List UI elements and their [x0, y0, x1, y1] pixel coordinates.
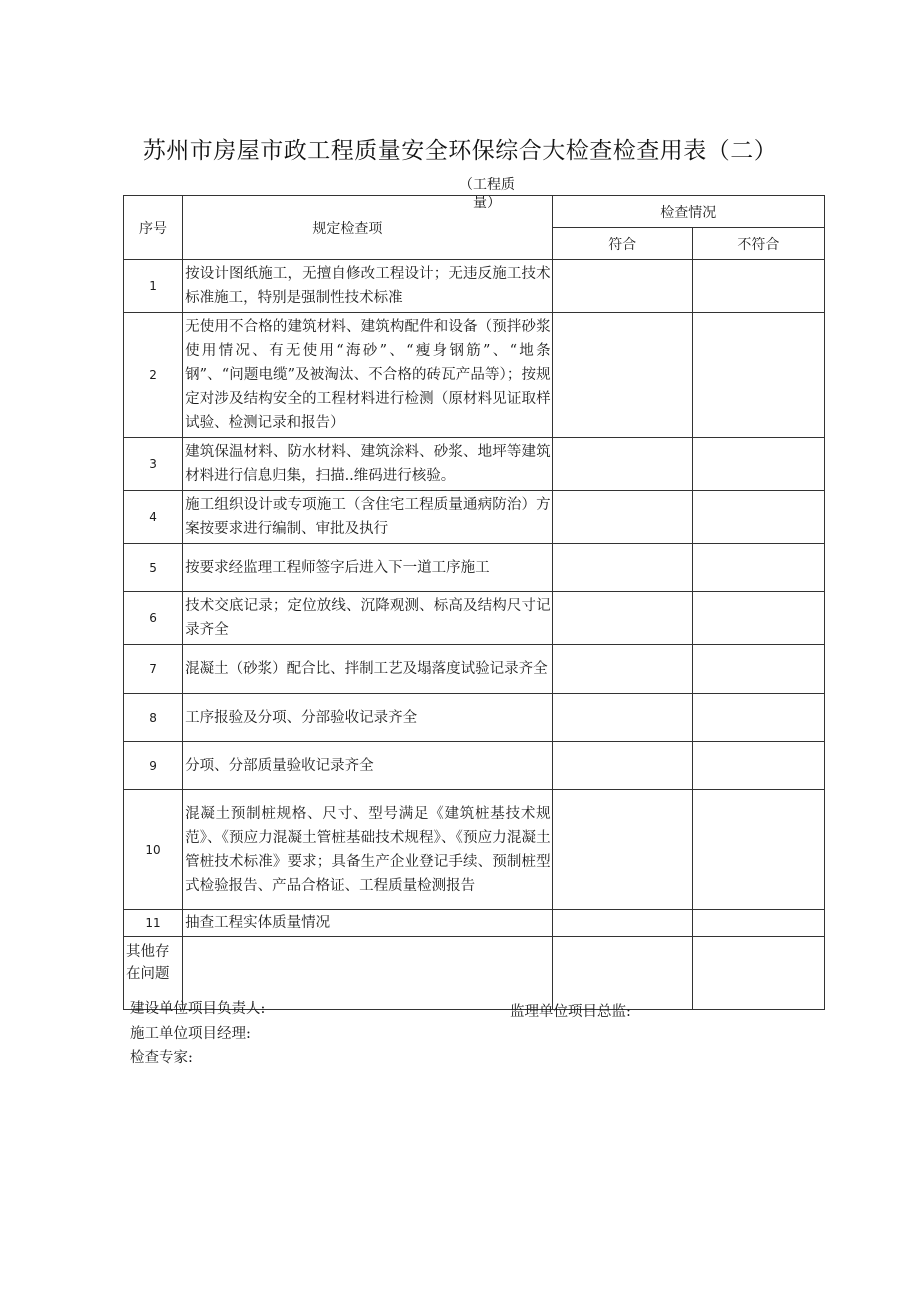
- row-ok-cell[interactable]: [552, 260, 692, 313]
- other-issues-label: 其他存在问题: [124, 937, 183, 1010]
- row-ng-cell[interactable]: [692, 544, 824, 592]
- row-number: 3: [124, 438, 183, 491]
- row-number: 1: [124, 260, 183, 313]
- row-item: 无使用不合格的建筑材料、建筑构配件和设备（预拌砂浆使用情况、有无使用“海砂”、“瘦身钢筋”、“地条钢”、“问题电缆”及被淘汰、不合格的砖瓦产品等）；按规定对涉及结构安全的工程材料进行检测（原材料见证取样试验、检测记录和报告）: [183, 313, 553, 438]
- table-row: [124, 260, 825, 313]
- row-ng-cell[interactable]: [692, 790, 824, 910]
- table-row: [124, 313, 825, 438]
- header-ng: 不符合: [692, 228, 824, 260]
- table-row: [124, 645, 825, 694]
- subtitle-line-2: 量）: [473, 195, 501, 211]
- table-row: [124, 438, 825, 491]
- table-row: [124, 544, 825, 592]
- header-situation: 检查情况: [552, 196, 824, 228]
- table-row: [124, 910, 825, 937]
- row-ok-cell[interactable]: [552, 491, 692, 544]
- row-item: 分项、分部质量验收记录齐全: [183, 742, 553, 790]
- row-ng-cell[interactable]: [692, 645, 824, 694]
- row-number: 9: [124, 742, 183, 790]
- row-ok-cell[interactable]: [552, 910, 692, 937]
- table-row: [124, 694, 825, 742]
- supervisor-signature: 监理单位项目总监:: [510, 1004, 631, 1020]
- table-row: [124, 742, 825, 790]
- row-ok-cell[interactable]: [552, 313, 692, 438]
- page-title: 苏州市房屋市政工程质量安全环保综合大检查检查用表（二）: [142, 138, 778, 164]
- row-number: 5: [124, 544, 183, 592]
- row-number: 11: [124, 910, 183, 937]
- row-ok-cell[interactable]: [552, 790, 692, 910]
- header-item: 规定检查项: [183, 196, 553, 260]
- row-item: 混凝土（砂浆）配合比、拌制工艺及塌落度试验记录齐全: [183, 645, 553, 694]
- contractor-signature: 施工单位项目经理:: [130, 1026, 251, 1042]
- row-item: 按要求经监理工程师签字后进入下一道工序施工: [183, 544, 553, 592]
- row-item: 工序报验及分项、分部验收记录齐全: [183, 694, 553, 742]
- row-item: 技术交底记录；定位放线、沉降观测、标高及结构尺寸记录齐全: [183, 592, 553, 645]
- expert-signature: 检查专家:: [130, 1050, 193, 1066]
- row-item: 按设计图纸施工，无擅自修改工程设计；无违反施工技术标准施工，特别是强制性技术标准: [183, 260, 553, 313]
- table-row: [124, 491, 825, 544]
- other-issues-ok-cell[interactable]: [552, 937, 692, 1010]
- row-item: 抽查工程实体质量情况: [183, 910, 553, 937]
- row-number: 10: [124, 790, 183, 910]
- row-number: 4: [124, 491, 183, 544]
- row-item: 建筑保温材料、防水材料、建筑涂料、砂浆、地坪等建筑材料进行信息归集，扫描..维码进行核验。: [183, 438, 553, 491]
- row-ng-cell[interactable]: [692, 592, 824, 645]
- row-number: 8: [124, 694, 183, 742]
- row-ng-cell[interactable]: [692, 694, 824, 742]
- row-ok-cell[interactable]: [552, 645, 692, 694]
- row-ok-cell[interactable]: [552, 742, 692, 790]
- row-ng-cell[interactable]: [692, 313, 824, 438]
- header-no: 序号: [124, 196, 183, 260]
- inspection-table: [123, 195, 825, 1010]
- other-issues-ng-cell[interactable]: [692, 937, 824, 1010]
- row-ng-cell[interactable]: [692, 491, 824, 544]
- row-ng-cell[interactable]: [692, 438, 824, 491]
- table-row: [124, 592, 825, 645]
- row-number: 2: [124, 313, 183, 438]
- row-ng-cell[interactable]: [692, 910, 824, 937]
- row-ok-cell[interactable]: [552, 438, 692, 491]
- subtitle-line-1: （工程质: [459, 177, 515, 193]
- table-row: [124, 790, 825, 910]
- row-ng-cell[interactable]: [692, 742, 824, 790]
- row-item: 施工组织设计或专项施工（含住宅工程质量通病防治）方案按要求进行编制、审批及执行: [183, 491, 553, 544]
- row-number: 6: [124, 592, 183, 645]
- header-ok: 符合: [552, 228, 692, 260]
- row-number: 7: [124, 645, 183, 694]
- builder-signature: 建设单位项目负责人:: [130, 1001, 266, 1017]
- row-ok-cell[interactable]: [552, 592, 692, 645]
- row-ok-cell[interactable]: [552, 544, 692, 592]
- row-ng-cell[interactable]: [692, 260, 824, 313]
- row-ok-cell[interactable]: [552, 694, 692, 742]
- row-item: 混凝土预制桩规格、尺寸、型号满足《建筑桩基技术规范》、《预应力混凝土管桩基础技术规程》、《预应力混凝土管桩技术标准》要求；具备生产企业登记手续、预制桩型式检验报告、产品合格证、工程质量检测报告: [183, 790, 553, 910]
